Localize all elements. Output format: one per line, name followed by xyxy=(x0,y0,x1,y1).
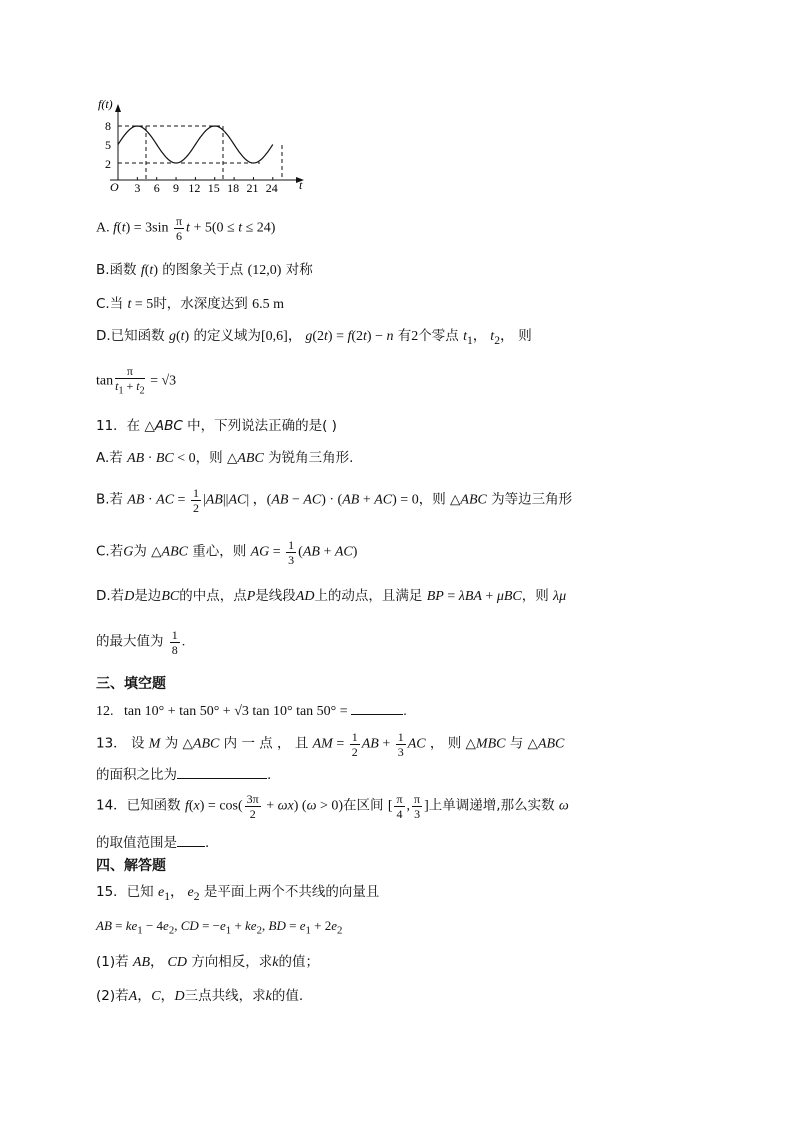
q11-option-d-2: 的最大值为 $\frac{1}{8}$ . xyxy=(96,628,186,657)
y-tick-2: 2 xyxy=(105,157,111,171)
section-fill-blank: 三、填空题 xyxy=(96,676,166,692)
q11-option-c: C.若G为 △ABC 重心，则 AG = $\frac{1}{3}$ (AB + AC) xyxy=(96,538,358,567)
x-tick-label: 9 xyxy=(173,181,180,195)
y-tick-8: 8 xyxy=(105,119,111,133)
x-tick-label: 6 xyxy=(153,181,160,195)
x-tick-label: 15 xyxy=(207,181,220,195)
q15-line1: 15．已知 $e_1$， $e_2$ 是平面上两个不共线的向量且 xyxy=(96,884,380,903)
q14-line1: 14．已知函数 f(x) = cos( $\frac{3\pi}{2}$ + ωx) (ω > 0)在区间 [ $\frac{\pi}{4}$ , $\frac{\pi}{3}$ ]上单调递增,那么实数 ω xyxy=(96,792,569,821)
sine-curve xyxy=(118,126,273,163)
q10-option-c: C.当 t = 5时，水深度达到 6.5 m xyxy=(96,296,284,312)
y-axis-arrow xyxy=(115,104,121,112)
q11-option-d: D.若D是边BC的中点，点P是线段AD上的动点，且满足 BP = λBA + μBC，则 λμ xyxy=(96,588,567,604)
q15-part1: (1)若 AB， CD 方向相反，求k的值； xyxy=(96,954,319,970)
q15-part2: (2)若A，C，D三点共线，求k的值. xyxy=(96,988,304,1004)
q11-stem: 11．在 △ABC 中，下列说法正确的是( ) xyxy=(96,418,337,434)
q15-line2: AB = $ke_1 - 4e_2$, CD = $-e_1 + ke_2$, BD = $e_1 + 2e_2$ xyxy=(96,918,343,937)
x-tick-label: 3 xyxy=(134,181,141,195)
q13-line1: 13． 设 M 为 △ABC 内 一 点 ， 且 AM = $\frac{1}{2}$ AB + $\frac{1}{3}$ AC ， 则 △MBC 与 △ABC xyxy=(96,730,565,759)
graph-origin: O xyxy=(110,180,119,194)
x-tick-label: 18 xyxy=(227,181,240,195)
q12: 12. tan 10° + tan 50° + √3 tan 10° tan 50° = . xyxy=(96,700,407,722)
q10-option-d-formula: tan $\frac{\pi}{t_1 + t_2}$ = √3 xyxy=(96,364,177,397)
x-tick-label: 21 xyxy=(246,181,259,195)
y-tick-5: 5 xyxy=(105,138,111,152)
x-tick-label: 24 xyxy=(265,181,278,195)
q11-option-b: B.若 AB · AC = $\frac{1}{2}$ |AB||AC| ，(AB − AC) · (AB + AC) = 0，则 △ABC 为等边三角形 xyxy=(96,486,573,515)
q10-option-b: B.函数 f(t) 的图象关于点 (12,0) 对称 xyxy=(96,262,313,278)
q10-option-a: A. f(t) = 3sin $\frac{\pi}{6}$ t + 5(0 ≤ t ≤ 24) xyxy=(96,214,276,243)
q13-line2: 的面积之比为 . xyxy=(96,764,271,785)
q10-option-d: D.已知函数 g(t) 的定义域为[0,6]， g(2t) = f(2t) − n 有2个零点 $t_1$， $t_2$， 则 xyxy=(96,328,532,347)
sine-graph xyxy=(96,96,316,200)
graph-xlabel: t xyxy=(299,178,303,192)
q11-option-a: A.若 AB · BC < 0，则 △ABC 为锐角三角形. xyxy=(96,450,354,466)
q14-line2: 的取值范围是 . xyxy=(96,832,209,853)
x-tick-label: 12 xyxy=(188,181,201,195)
graph-ylabel: f(t) xyxy=(98,97,113,111)
section-answer: 四、解答题 xyxy=(96,858,166,874)
